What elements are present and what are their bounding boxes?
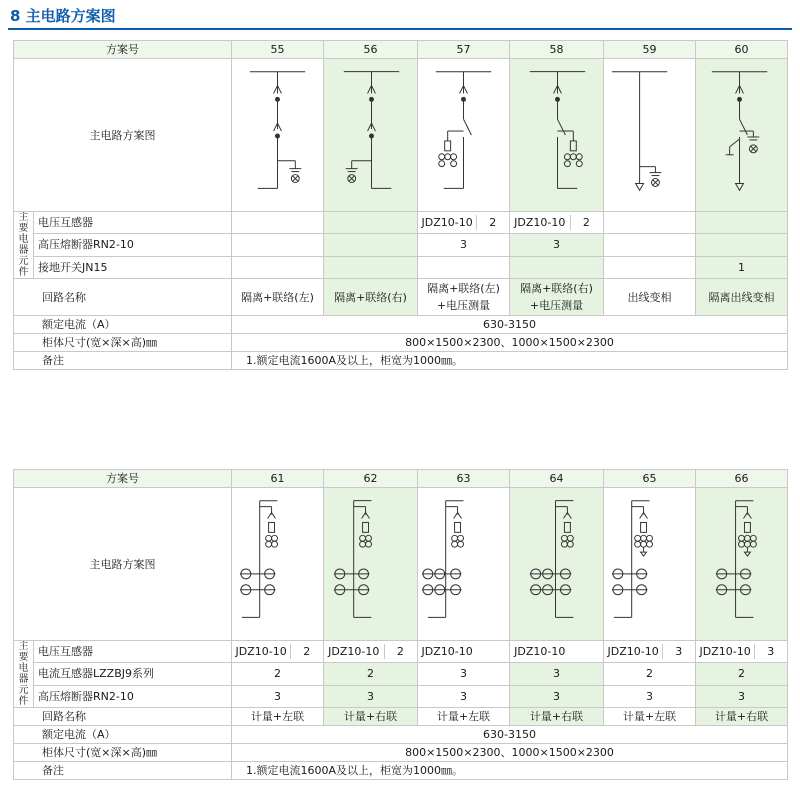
circuit-name-line: 隔离+联络(左) bbox=[241, 290, 314, 304]
cell: 3 bbox=[604, 685, 696, 707]
circuit-name-row bbox=[14, 279, 788, 316]
rated-current-value: 630-3150 bbox=[232, 316, 788, 334]
cell bbox=[510, 212, 604, 234]
cell: 3 bbox=[418, 685, 510, 707]
vt-qty: 2 bbox=[290, 644, 322, 659]
circuit-name: 计量+右联 bbox=[696, 708, 788, 726]
circuit-name: 计量+左联 bbox=[604, 708, 696, 726]
circuit-name bbox=[604, 279, 696, 316]
scheme-number: 62 bbox=[324, 470, 418, 488]
diagram-label: 主电路方案图 bbox=[14, 488, 232, 641]
cell bbox=[324, 256, 418, 278]
cell bbox=[604, 234, 696, 256]
scheme-number: 65 bbox=[604, 470, 696, 488]
circuit-diagram-66 bbox=[696, 488, 788, 641]
cell: 3 bbox=[510, 685, 604, 707]
scheme-number: 63 bbox=[418, 470, 510, 488]
scheme-table-1 bbox=[13, 40, 788, 370]
circuit-diagram-65 bbox=[604, 488, 696, 641]
dimensions-row bbox=[14, 334, 788, 352]
cell bbox=[696, 212, 788, 234]
circuit-diagram-60 bbox=[696, 59, 788, 212]
scheme-number: 59 bbox=[604, 41, 696, 59]
rated-current-value: 630-3150 bbox=[232, 726, 788, 744]
circuit-diagram-62 bbox=[324, 488, 418, 641]
circuit-diagram-58 bbox=[510, 59, 604, 212]
scheme-number: 61 bbox=[232, 470, 324, 488]
cell: 1 bbox=[696, 256, 788, 278]
cell: 2 bbox=[604, 663, 696, 685]
cell: 3 bbox=[418, 663, 510, 685]
cell bbox=[604, 212, 696, 234]
cell bbox=[232, 212, 324, 234]
vt-qty: 2 bbox=[570, 215, 603, 230]
component-label: 电压互感器 bbox=[34, 212, 232, 234]
vt-model: JDZ10-10 bbox=[514, 216, 566, 230]
circuit-diagram-59 bbox=[604, 59, 696, 212]
cell bbox=[232, 234, 324, 256]
circuit-diagram-56 bbox=[324, 59, 418, 212]
scheme-number: 57 bbox=[418, 41, 510, 59]
cell bbox=[418, 641, 510, 663]
component-label: 电流互感器LZZBJ9系列 bbox=[34, 663, 232, 685]
circuit-name bbox=[696, 279, 788, 316]
cell: 3 bbox=[510, 663, 604, 685]
rated-current-row bbox=[14, 316, 788, 334]
cell bbox=[418, 256, 510, 278]
diagram-row bbox=[14, 59, 788, 212]
cell bbox=[604, 641, 696, 663]
cell bbox=[324, 234, 418, 256]
diagram-row bbox=[14, 488, 788, 641]
diagram-label: 主电路方案图 bbox=[14, 59, 232, 212]
circuit-name-line: 隔离+联络(右) bbox=[334, 290, 407, 304]
dimensions-value: 800×1500×2300、1000×1500×2300 bbox=[232, 334, 788, 352]
circuit-name bbox=[232, 279, 324, 316]
cell bbox=[696, 641, 788, 663]
scheme-number: 64 bbox=[510, 470, 604, 488]
vt-qty: 3 bbox=[662, 644, 694, 659]
circuit-name-label: 回路名称 bbox=[14, 279, 232, 316]
vt-model: JDZ10-10 bbox=[421, 216, 473, 230]
earth-switch-row bbox=[14, 256, 788, 278]
remarks-row bbox=[14, 352, 788, 370]
scheme-number: 66 bbox=[696, 470, 788, 488]
dimensions-value: 800×1500×2300、1000×1500×2300 bbox=[232, 744, 788, 762]
component-label: 高压熔断器RN2-10 bbox=[34, 685, 232, 707]
component-label: 高压熔断器RN2-10 bbox=[34, 234, 232, 256]
scheme-number: 58 bbox=[510, 41, 604, 59]
circuit-name: 计量+左联 bbox=[232, 708, 324, 726]
dimensions-row bbox=[14, 744, 788, 762]
fuse-row bbox=[14, 685, 788, 707]
vt-row bbox=[14, 641, 788, 663]
vt-qty: 3 bbox=[754, 644, 786, 659]
scheme-number-row bbox=[14, 470, 788, 488]
circuit-diagram-63 bbox=[418, 488, 510, 641]
vt-model: JDZ10-10 bbox=[235, 645, 287, 659]
ct-row bbox=[14, 663, 788, 685]
circuit-name-line: 出线变相 bbox=[627, 290, 672, 304]
cell: 3 bbox=[418, 234, 510, 256]
scheme-number: 55 bbox=[232, 41, 324, 59]
cell bbox=[324, 212, 418, 234]
vt-row bbox=[14, 212, 788, 234]
circuit-name bbox=[324, 279, 418, 316]
scheme-no-label: 方案号 bbox=[14, 41, 232, 59]
remarks-row bbox=[14, 762, 788, 780]
circuit-name-line: 隔离+联络(右) bbox=[520, 282, 593, 295]
scheme-number: 60 bbox=[696, 41, 788, 59]
cell bbox=[232, 641, 324, 663]
cell bbox=[510, 256, 604, 278]
cell: 3 bbox=[510, 234, 604, 256]
circuit-name: 计量+右联 bbox=[510, 708, 604, 726]
rated-current-row bbox=[14, 726, 788, 744]
circuit-diagram-55 bbox=[232, 59, 324, 212]
cell: 3 bbox=[696, 685, 788, 707]
circuit-diagram-61 bbox=[232, 488, 324, 641]
main-components-label: 主要电器元件 bbox=[14, 641, 34, 708]
scheme-number: 56 bbox=[324, 41, 418, 59]
cell bbox=[324, 641, 418, 663]
cell: 2 bbox=[232, 663, 324, 685]
scheme-no-label: 方案号 bbox=[14, 470, 232, 488]
remarks-value: 1.额定电流1600A及以上，柜宽为1000㎜。 bbox=[232, 762, 788, 780]
dimensions-label: 柜体尺寸(宽×深×高)㎜ bbox=[14, 744, 232, 762]
cell bbox=[510, 641, 604, 663]
circuit-name: 计量+右联 bbox=[324, 708, 418, 726]
component-label: 接地开关JN15 bbox=[34, 256, 232, 278]
circuit-name-line: 隔离出线变相 bbox=[708, 290, 775, 304]
cell bbox=[604, 256, 696, 278]
circuit-name-row bbox=[14, 708, 788, 726]
main-components-label: 主要电器元件 bbox=[14, 212, 34, 279]
remarks-label: 备注 bbox=[14, 352, 232, 370]
circuit-name-label: 回路名称 bbox=[14, 708, 232, 726]
circuit-name bbox=[510, 279, 604, 316]
fuse-row bbox=[14, 234, 788, 256]
rated-current-label: 额定电流（A） bbox=[14, 726, 232, 744]
circuit-name-line: 隔离+联络(左) bbox=[427, 282, 500, 295]
scheme-table-2 bbox=[13, 469, 788, 780]
remarks-value: 1.额定电流1600A及以上，柜宽为1000㎜。 bbox=[232, 352, 788, 370]
vt-model: JDZ10-10 bbox=[607, 645, 659, 659]
circuit-name bbox=[418, 279, 510, 316]
cell bbox=[232, 256, 324, 278]
dimensions-label: 柜体尺寸(宽×深×高)㎜ bbox=[14, 334, 232, 352]
remarks-label: 备注 bbox=[14, 762, 232, 780]
circuit-diagram-57 bbox=[418, 59, 510, 212]
cell: 2 bbox=[696, 663, 788, 685]
rated-current-label: 额定电流（A） bbox=[14, 316, 232, 334]
cell: 2 bbox=[324, 663, 418, 685]
vt-model: JDZ10-10 bbox=[328, 645, 380, 659]
title-rule bbox=[8, 28, 792, 30]
circuit-name-line: +电压测量 bbox=[436, 299, 491, 312]
circuit-name: 计量+左联 bbox=[418, 708, 510, 726]
cell bbox=[418, 212, 510, 234]
cell bbox=[696, 234, 788, 256]
cell: 3 bbox=[232, 685, 324, 707]
circuit-diagram-64 bbox=[510, 488, 604, 641]
vt-model: JDZ10-10 bbox=[421, 645, 473, 659]
scheme-number-row bbox=[14, 41, 788, 59]
vt-qty: 2 bbox=[476, 215, 508, 230]
section-title: 8 主电路方案图 bbox=[10, 7, 116, 25]
circuit-name-line: +电压测量 bbox=[529, 299, 584, 312]
cell: 3 bbox=[324, 685, 418, 707]
vt-qty: 2 bbox=[384, 644, 417, 659]
component-label: 电压互感器 bbox=[34, 641, 232, 663]
vt-model: JDZ10-10 bbox=[514, 645, 566, 659]
vt-model: JDZ10-10 bbox=[699, 645, 751, 659]
